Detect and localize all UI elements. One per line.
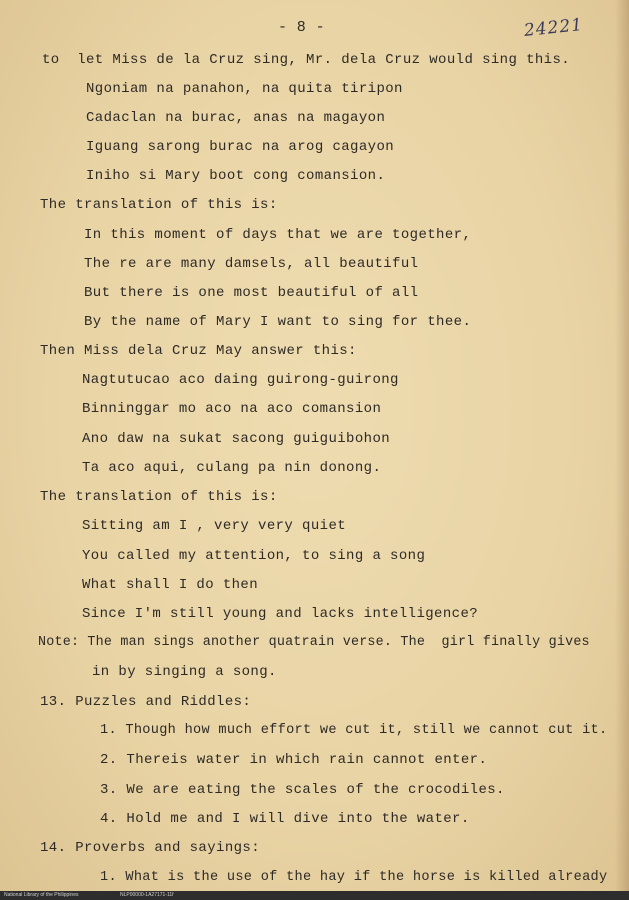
page-edge-shadow [615, 0, 629, 900]
verse-line: What shall I do then [82, 577, 259, 593]
footer-left-text: National Library of the Philippines [4, 892, 79, 898]
verse-line: By the name of Mary I want to sing for thee. [84, 314, 472, 330]
footer-right-text: NLP00000-1A27171-11f [120, 892, 174, 898]
verse-line: In this moment of days that we are together, [84, 227, 472, 243]
verse-line: The re are many damsels, all beautiful [84, 256, 419, 272]
verse-line: Nagtutucao aco daing guirong-guirong [82, 372, 399, 388]
text-line: Then Miss dela Cruz May answer this: [40, 343, 357, 359]
verse-line: Ngoniam na panahon, na quita tiripon [86, 81, 403, 97]
proverb-item: 1. What is the use of the hay if the horse is killed already [100, 870, 608, 885]
verse-line: Cadaclan na burac, anas na magayon [86, 110, 386, 126]
riddle-item: 4. Hold me and I will dive into the water. [100, 811, 470, 827]
riddle-item: 1. Though how much effort we cut it, still we cannot cut it. [100, 723, 608, 738]
verse-line: You called my attention, to sing a song [82, 548, 426, 564]
text-line: The translation of this is: [40, 197, 278, 213]
verse-line: Since I'm still young and lacks intelligence? [82, 606, 479, 622]
verse-line: Iniho si Mary boot cong comansion. [86, 168, 386, 184]
riddle-item: 2. Thereis water in which rain cannot enter. [100, 752, 488, 768]
verse-line: But there is one most beautiful of all [84, 285, 419, 301]
text-line: The translation of this is: [40, 489, 278, 505]
verse-line: Ano daw na sukat sacong guiguibohon [82, 431, 391, 447]
page-number: - 8 - [278, 19, 326, 36]
section-heading: 13. Puzzles and Riddles: [40, 694, 252, 710]
verse-line: Iguang sarong burac na arog cagayon [86, 139, 395, 155]
riddle-item: 3. We are eating the scales of the crocodiles. [100, 782, 505, 798]
verse-line: Binninggar mo aco na aco comansion [82, 401, 382, 417]
note-line: Note: The man sings another quatrain verse. The girl finally gives [38, 635, 590, 650]
text-line: to let Miss de la Cruz sing, Mr. dela Cruz would sing this. [42, 52, 571, 68]
verse-line: Ta aco aqui, culang pa nin donong. [82, 460, 382, 476]
verse-line: Sitting am I , very very quiet [82, 518, 347, 534]
section-heading: 14. Proverbs and sayings: [40, 840, 261, 856]
note-line: in by singing a song. [92, 664, 277, 680]
handwritten-catalog-number: 24221 [523, 14, 584, 42]
archive-footer [0, 891, 629, 900]
